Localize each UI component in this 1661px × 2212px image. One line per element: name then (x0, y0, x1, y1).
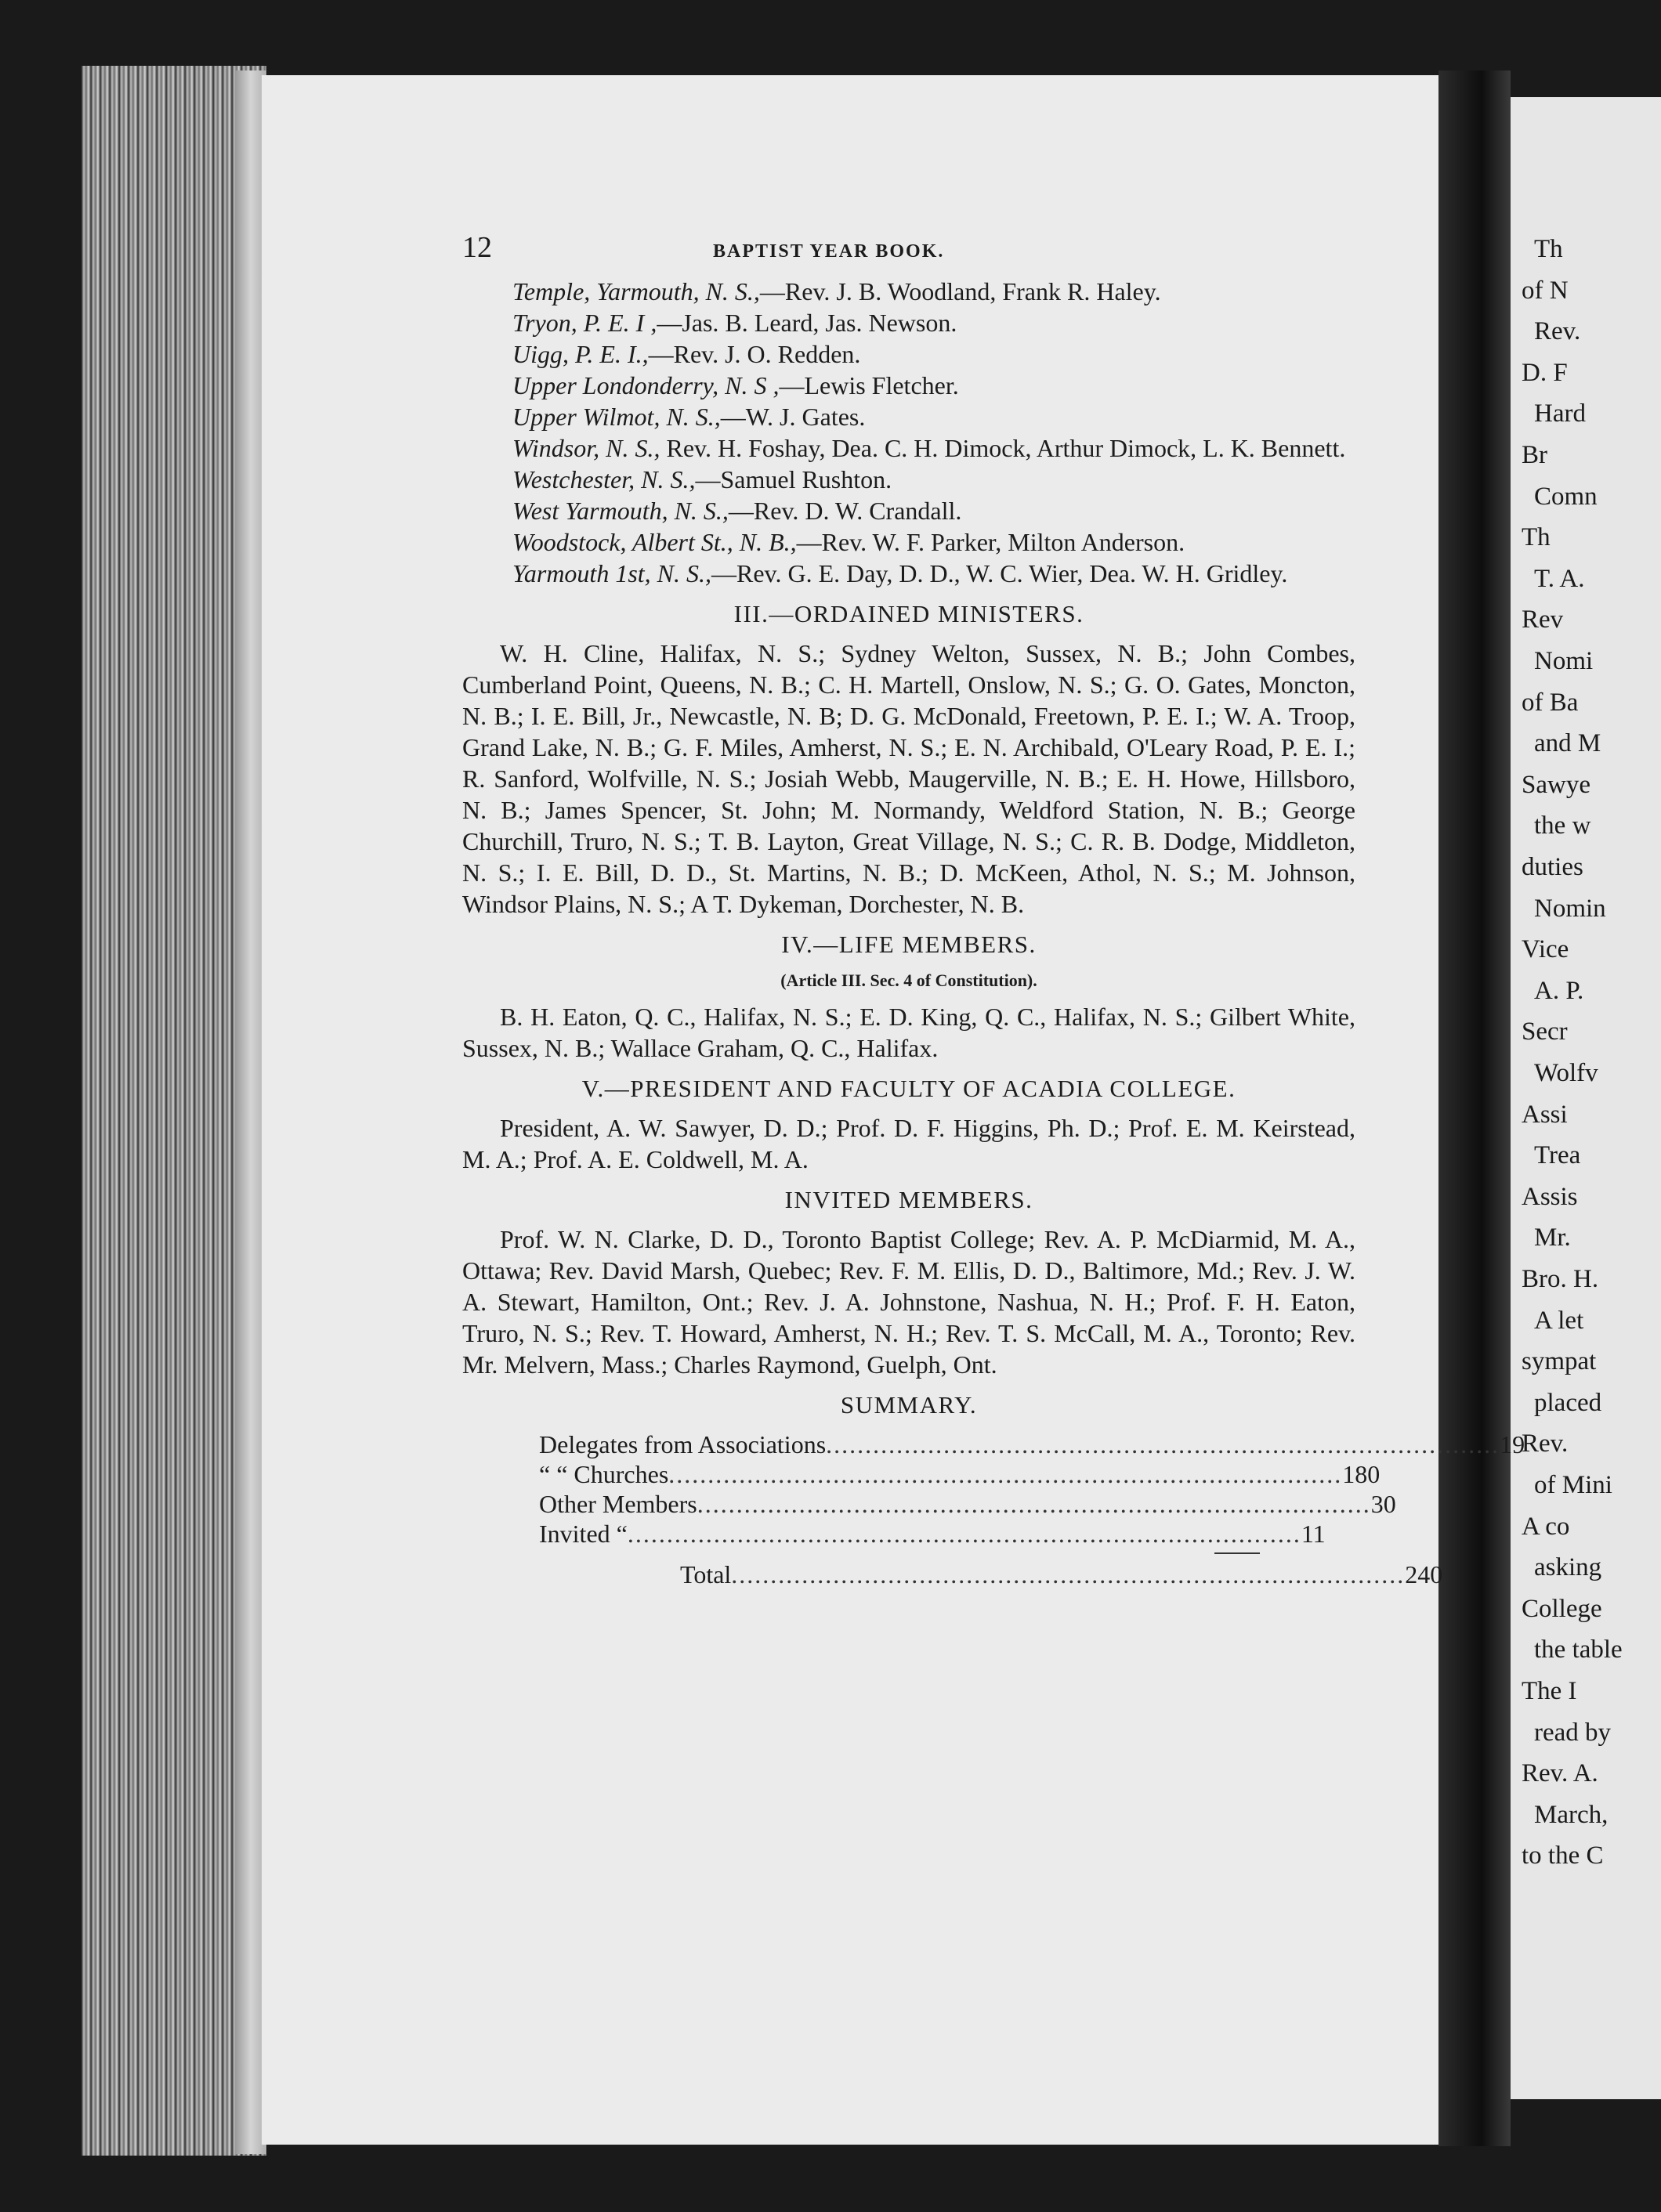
right-page-fragment (1511, 97, 1661, 2099)
right-page-line: of Ba (1522, 688, 1579, 717)
page-number: 12 (462, 231, 492, 264)
section-title-faculty: V.—PRESIDENT AND FACULTY OF ACADIA COLLEGE. (581, 1075, 1236, 1102)
section-subtitle-life-members: (Article III. Sec. 4 of Constitution). (780, 970, 1037, 990)
right-page-line: Th (1534, 235, 1563, 263)
right-page-line: Assi (1522, 1100, 1568, 1129)
running-title: BAPTIST YEAR BOOK. (713, 241, 945, 262)
right-page-line: the w (1534, 811, 1591, 840)
church-delegates-list (462, 276, 1355, 589)
church-entry: Uigg, P. E. I.,—Rev. J. O. Redden. (512, 340, 861, 368)
right-page-line: Sawye (1522, 770, 1590, 799)
right-page-line: Assis (1522, 1182, 1578, 1211)
church-entry: Upper Wilmot, N. S.,—W. J. Gates. (512, 403, 866, 431)
right-page-line: T. A. (1534, 564, 1585, 593)
total-rule (1214, 1552, 1260, 1554)
summary-row: Delegates from Associations ...................................................................................... 19 (539, 1430, 1525, 1458)
page-content (462, 231, 1525, 1589)
church-entry: Windsor, N. S., Rev. H. Foshay, Dea. C. H. Dimock, Arthur Dimock, L. K. Bennett. (512, 434, 1346, 462)
section-title-summary: SUMMARY. (840, 1391, 978, 1419)
right-page-line: Nomi (1534, 647, 1594, 675)
right-page-line: asking (1534, 1553, 1602, 1582)
summary-row: Invited “ ...................................................................................... 11 (539, 1520, 1326, 1548)
right-page-line: Secr (1522, 1017, 1568, 1046)
right-page-line: Bro. H. (1522, 1265, 1599, 1293)
right-page-line: Th (1522, 523, 1551, 552)
right-page-line: The I (1522, 1677, 1577, 1705)
right-page-line: Hard (1534, 399, 1586, 428)
summary-row: Other Members ...................................................................................... 30 (539, 1490, 1396, 1518)
right-page-line: Vice (1522, 935, 1569, 964)
right-page-line: Comn (1534, 482, 1598, 511)
life-members-text: B. H. Eaton, Q. C., Halifax, N. S.; E. D. King, Q. C., Halifax, N. S.; Gilbert White, Sussex, N. B.; Wallace Graham, Q. C., Halifax. (462, 1003, 1355, 1062)
church-entry: Upper Londonderry, N. S ,—Lewis Fletcher. (512, 371, 959, 399)
right-page-line: College (1522, 1594, 1602, 1623)
ordained-ministers-text: W. H. Cline, Halifax, N. S.; Sydney Welton, Sussex, N. B.; John Combes, Cumberland Point, Queens, N. B.; C. H. Martell, Onslow, N. S.; G. O. Gates, Moncton, N. B.; I. E. Bill, Jr., Newcastle, N. B; D. G. McDonald, Freetown, P. E. I.; W. A. Troop, Grand Lake, N. B.; G. F. Miles, Amherst, N. S.; E. N. Archibald, O'Leary Road, P. E. I.; R. Sanford, Wolfville, N. S.; Josiah Webb, Maugerville, N. B.; E. H. Howe, Hillsboro, N. B.; James Spencer, St. John; M. Normandy, Weldford Station, N. B.; George Churchill, Truro, N. S.; T. B. Layton, Great Village, N. S.; C. R. B. Dodge, Middleton, N. S.; I. E. Bill, D. D., St. Martins, N. B.; D. McKeen, Athol, N. S.; M. Johnson, Windsor Plains, N. S.; A T. Dykeman, Dorchester, N. B. (462, 639, 1355, 918)
right-page-line: Rev. A. (1522, 1759, 1598, 1788)
summary-row: “ “ Churches ...................................................................................... 180 (539, 1460, 1381, 1488)
right-page-line: Nomin (1534, 894, 1606, 923)
church-entry: Yarmouth 1st, N. S.,—Rev. G. E. Day, D. D., W. C. Wier, Dea. W. H. Gridley. (512, 559, 1288, 587)
invited-members-text: Prof. W. N. Clarke, D. D., Toronto Baptist College; Rev. A. P. McDiarmid, M. A., Ottawa; Rev. David Marsh, Quebec; Rev. F. M. Ellis, D. D., Baltimore, Md.; Rev. J. W. A. Stewart, Hamilton, Ont.; Rev. J. A. Johnstone, Nashua, N. H.; Prof. F. H. Eaton, Truro, N. S.; Rev. T. Howard, Amherst, N. H.; Rev. T. S. McCall, M. A., Toronto; Rev. Mr. Melvern, Mass.; Charles Raymond, Guelph, Ont. (462, 1225, 1355, 1379)
right-page-line: Br (1522, 441, 1547, 469)
right-page-line: the table (1534, 1636, 1623, 1664)
right-page-line: A. P. (1534, 976, 1584, 1005)
right-page-line: of Mini (1534, 1471, 1612, 1499)
right-page-line: Rev. (1534, 317, 1581, 346)
right-page-line: to the C (1522, 1842, 1604, 1870)
right-page-line: A co (1522, 1512, 1570, 1541)
church-entry: Tryon, P. E. I ,—Jas. B. Leard, Jas. Newson. (512, 309, 957, 337)
right-page-line: and M (1534, 729, 1601, 758)
section-title-invited: INVITED MEMBERS. (784, 1186, 1033, 1213)
right-page-line: Wolfv (1534, 1059, 1598, 1087)
right-page-line: Mr. (1534, 1223, 1571, 1252)
right-page-line: read by (1534, 1718, 1612, 1747)
right-page-line: placed (1534, 1388, 1602, 1417)
right-page-line: sympat (1522, 1347, 1597, 1376)
book-gutter (1438, 70, 1511, 2146)
church-entry: Westchester, N. S.,—Samuel Rushton. (512, 465, 892, 493)
right-page-line: Trea (1534, 1141, 1581, 1170)
right-page-line: Rev (1522, 605, 1564, 634)
church-entry: Woodstock, Albert St., N. B.,—Rev. W. F. Parker, Milton Anderson. (512, 528, 1185, 556)
section-title-life-members: IV.—LIFE MEMBERS. (781, 931, 1037, 958)
right-page-line: March, (1534, 1800, 1609, 1829)
church-entry: West Yarmouth, N. S.,—Rev. D. W. Crandall. (512, 497, 962, 525)
page-header (462, 232, 1355, 276)
right-page-line: duties (1522, 853, 1583, 881)
right-page-line: A let (1534, 1306, 1584, 1335)
right-page-line: D. F (1522, 358, 1568, 387)
faculty-text: President, A. W. Sawyer, D. D.; Prof. D. F. Higgins, Ph. D.; Prof. E. M. Keirstead, M. A.; Prof. A. E. Coldwell, M. A. (462, 1114, 1355, 1173)
church-entry: Temple, Yarmouth, N. S.,—Rev. J. B. Woodland, Frank R. Haley. (512, 277, 1161, 305)
section-title-ordained: III.—ORDAINED MINISTERS. (733, 600, 1084, 627)
summary-total-row: Total ...................................................................................... 240 (680, 1560, 1443, 1589)
right-page-line: of N (1522, 276, 1569, 305)
right-page-line: Rev. (1522, 1429, 1569, 1458)
summary-table (539, 1429, 1525, 1589)
